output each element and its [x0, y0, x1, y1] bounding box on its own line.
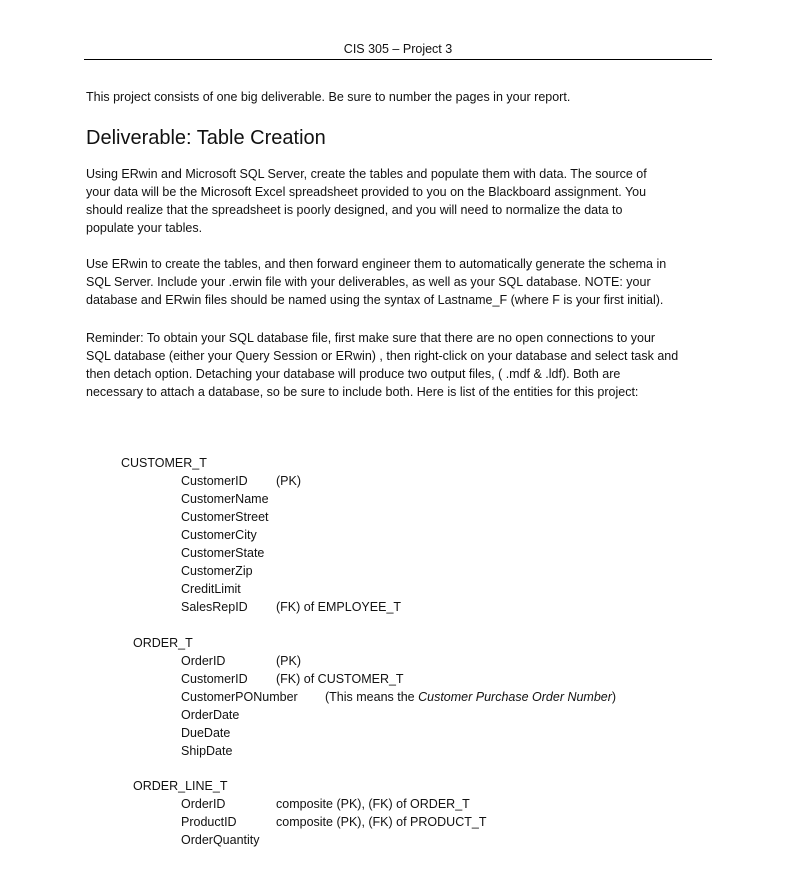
paragraph-erwin: [86, 255, 726, 309]
header-rule: [84, 59, 712, 60]
paragraph-instructions: [86, 165, 726, 237]
attribute-note: composite (PK), (FK) of PRODUCT_T: [276, 815, 487, 829]
attribute-note-italic: Customer Purchase Order Number: [418, 690, 612, 704]
attribute-name: CustomerStreet: [181, 510, 269, 524]
attribute-note: composite (PK), (FK) of ORDER_T: [276, 797, 470, 811]
attribute-name: CustomerID: [181, 672, 248, 686]
paragraph-line: SQL database (either your Query Session or ERwin) , then right-click on your database and select task and: [86, 349, 679, 363]
attribute-name: OrderDate: [181, 708, 240, 722]
attribute-note: (PK): [276, 654, 301, 668]
attribute-name: CustomerState: [181, 546, 265, 560]
attribute-note: [325, 688, 616, 706]
page-header-title: CIS 305 – Project 3: [343, 42, 453, 56]
paragraph-line: then detach option. Detaching your database will produce two output files, ( .mdf & .ldf). Both are: [86, 367, 621, 381]
entity-name-customer: CUSTOMER_T: [121, 456, 207, 470]
entity-name-order: ORDER_T: [133, 636, 193, 650]
attribute-note-prefix: (This means the: [325, 690, 419, 704]
attribute-name: SalesRepID: [181, 600, 248, 614]
paragraph-line: your data will be the Microsoft Excel spreadsheet provided to you on the Blackboard assignment. You: [86, 185, 647, 199]
entity-name-order-line: ORDER_LINE_T: [133, 779, 228, 793]
attribute-name: CustomerCity: [181, 528, 257, 542]
attribute-name: OrderID: [181, 797, 226, 811]
attribute-note: (FK) of CUSTOMER_T: [276, 672, 404, 686]
section-heading: Deliverable: Table Creation: [86, 127, 326, 149]
attribute-name: CustomerID: [181, 474, 248, 488]
attribute-name: ShipDate: [181, 744, 233, 758]
paragraph-line: necessary to attach a database, so be sure to include both. Here is list of the entities for this project:: [86, 385, 639, 399]
attribute-name: CustomerName: [181, 492, 269, 506]
paragraph-line: Use ERwin to create the tables, and then forward engineer them to automatically generate the schema in: [86, 257, 667, 271]
paragraph-line: should realize that the spreadsheet is poorly designed, and you will need to normalize the data to: [86, 203, 623, 217]
attribute-name: OrderQuantity: [181, 833, 260, 847]
intro-text: This project consists of one big deliverable. Be sure to number the pages in your report.: [86, 90, 571, 104]
attribute-note: (PK): [276, 474, 301, 488]
paragraph-line: Reminder: To obtain your SQL database file, first make sure that there are no open connections to your: [86, 331, 656, 345]
attribute-note: (FK) of EMPLOYEE_T: [276, 600, 402, 614]
attribute-name: CustomerZip: [181, 564, 253, 578]
paragraph-line: Using ERwin and Microsoft SQL Server, create the tables and populate them with data. The source of: [86, 167, 647, 181]
attribute-name: CreditLimit: [181, 582, 241, 596]
paragraph-line: database and ERwin files should be named using the syntax of Lastname_F (where F is your first initial).: [86, 293, 664, 307]
attribute-name: CustomerPONumber: [181, 690, 298, 704]
paragraph-line: populate your tables.: [86, 221, 203, 235]
attribute-name: OrderID: [181, 654, 226, 668]
attribute-name: DueDate: [181, 726, 231, 740]
paragraph-line: SQL Server. Include your .erwin file with your deliverables, as well as your SQL database. NOTE: your: [86, 275, 651, 289]
attribute-name: ProductID: [181, 815, 237, 829]
attribute-note-suffix: ): [611, 690, 617, 704]
paragraph-reminder: [86, 329, 726, 401]
